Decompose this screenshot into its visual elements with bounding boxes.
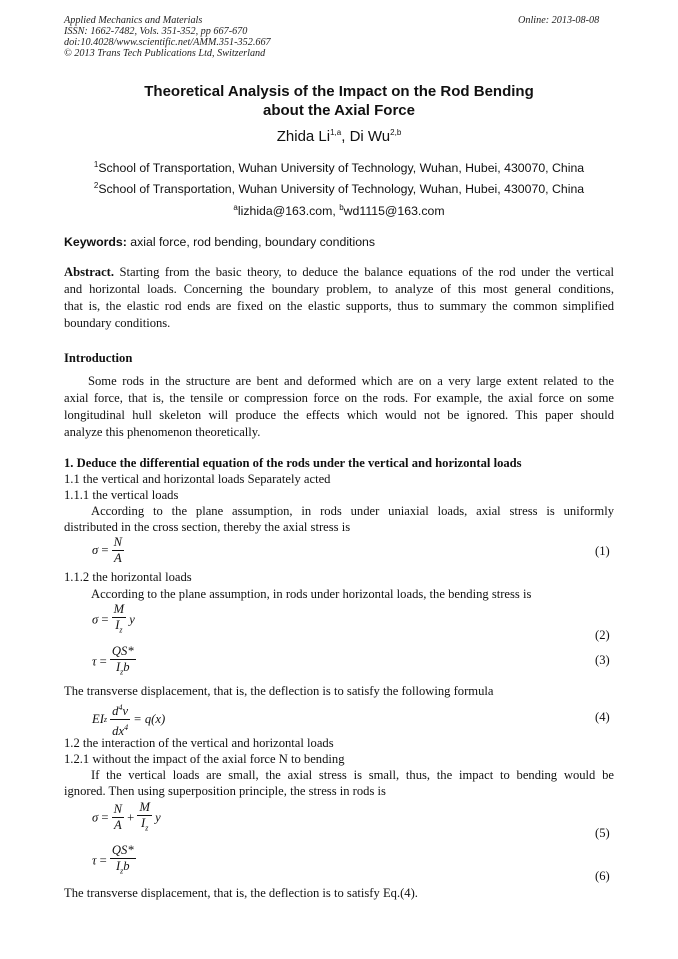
eq6-equals: = xyxy=(96,853,110,868)
eq4-power-top: 4 xyxy=(118,703,123,712)
eq2-numerator: M xyxy=(113,602,125,616)
eq2-fraction xyxy=(112,602,127,638)
eq3-z: z xyxy=(120,667,124,677)
eq4-d: d xyxy=(112,704,119,719)
eq3-numerator: QS* xyxy=(111,644,134,658)
eq3-equals: = xyxy=(96,654,110,669)
subsection-1-2-1: 1.2.1 without the impact of the axial force N to bending xyxy=(64,752,345,766)
deflection-text: The transverse displacement, that is, the deflection is to satisfy the following formula xyxy=(64,684,494,698)
horizontal-text: According to the plane assumption, in rods under horizontal loads, the bending stress is xyxy=(91,587,532,601)
eq2-z: z xyxy=(119,625,123,635)
eq4-EI: EI xyxy=(92,712,104,727)
eq3-denominator xyxy=(110,660,136,680)
eq3-tau: τ xyxy=(92,654,97,669)
eq1-equals: = xyxy=(98,543,112,557)
eq6-numerator: QS* xyxy=(111,843,134,857)
abstract-label: Abstract. xyxy=(64,265,115,279)
abstract-text-1: Starting from the basic theory, to deduce the balance equations of the rod under the vertical xyxy=(114,265,614,279)
affiliation-1-mark: 1 xyxy=(93,160,99,169)
eq3-fraction xyxy=(110,644,136,680)
abstract-line-4: boundary conditions. xyxy=(64,316,171,330)
affiliation-2-mark: 2 xyxy=(93,181,99,190)
equation-3-number: (3) xyxy=(595,653,610,667)
intro-line-4: analyze this phenomenon theoretically. xyxy=(64,425,261,439)
equation-3 xyxy=(92,644,136,680)
vertical-text-2: distributed in the cross section, thereby the axial stress is xyxy=(64,520,351,534)
eq4-v: v xyxy=(122,704,129,719)
equation-1-number: (1) xyxy=(595,544,610,558)
eq5-numerator-2: M xyxy=(139,800,150,814)
intro-line-2: axial force, that is, the tensile or compression force on the rods. For example, the axial force on some xyxy=(64,391,614,405)
eq6-denominator xyxy=(110,859,136,879)
eq2-I: I xyxy=(115,618,120,632)
eq3-b: b xyxy=(123,660,130,674)
author-2-mark: 2,b xyxy=(390,128,402,137)
equation-6 xyxy=(92,843,136,879)
eq1-denominator: A xyxy=(113,551,122,565)
eq5-plus: + xyxy=(124,810,138,825)
eq5-equals: = xyxy=(98,810,112,825)
subsection-1-1: 1.1 the vertical and horizontal loads Separately acted xyxy=(64,472,331,486)
title-line-1: Theoretical Analysis of the Impact on the Rod Bending xyxy=(144,83,534,100)
subsection-1-2: 1.2 the interaction of the vertical and horizontal loads xyxy=(64,736,334,750)
author-separator: , xyxy=(341,128,350,145)
issn-line: ISSN: 1662-7482, Vols. 351-352, pp 667-670 xyxy=(64,26,248,37)
equation-5-number: (5) xyxy=(595,826,610,840)
keywords-label: Keywords: xyxy=(64,235,127,249)
eq1-sigma: σ xyxy=(92,543,99,557)
eq6-b: b xyxy=(123,859,130,873)
authors xyxy=(0,124,678,146)
eq5-numerator-1: N xyxy=(113,802,123,817)
eq1-numerator: N xyxy=(113,535,123,549)
abstract-line-2: and horizontal loads. Concerning the boundary problem, to analyze of this most general conditions, xyxy=(64,282,614,296)
final-text: The transverse displacement, that is, the deflection is to satisfy Eq.(4). xyxy=(64,886,418,900)
journal-name: Applied Mechanics and Materials xyxy=(64,15,203,26)
section-1-heading xyxy=(64,455,522,472)
eq4-power-bottom: 4 xyxy=(124,723,129,733)
eq5-fraction-2 xyxy=(137,800,152,836)
eq6-fraction xyxy=(110,843,136,879)
keywords-text: axial force, rod bending, boundary conditions xyxy=(126,235,376,249)
subsection-1-1-2: 1.1.2 the horizontal loads xyxy=(64,570,192,584)
vertical-text-1: According to the plane assumption, in rods under uniaxial loads, axial stress is uniformly xyxy=(91,504,614,518)
eq5-z: z xyxy=(145,823,149,833)
eq2-y: y xyxy=(126,612,135,627)
author-1: Zhida Li xyxy=(276,128,331,145)
eq2-sigma: σ xyxy=(92,612,99,627)
eq5-y: y xyxy=(151,810,161,825)
equation-5 xyxy=(92,800,161,836)
eq5-denominator-1: A xyxy=(113,818,122,833)
intro-line-1: Some rods in the structure are bent and deformed which are on a very large extent related to the xyxy=(88,374,614,388)
affiliation-1 xyxy=(0,157,678,176)
eq6-tau: τ xyxy=(92,853,97,868)
equation-4-number: (4) xyxy=(595,710,610,724)
affiliation-2-text: School of Transportation, Wuhan University of Technology, Wuhan, Hubei, 430070, China xyxy=(98,182,585,197)
eq4-q: = q xyxy=(133,712,152,727)
email-b-mark: b xyxy=(339,203,344,212)
eq3-I: I xyxy=(115,660,121,674)
equation-2-number: (2) xyxy=(595,628,610,642)
copyright-line: © 2013 Trans Tech Publications Ltd, Switzerland xyxy=(64,48,266,59)
superposition-text-1: If the vertical loads are small, the axial stress is small, thus, the impact to bending would be xyxy=(91,768,614,782)
eq4-numerator xyxy=(110,700,130,720)
eq4-fraction xyxy=(110,700,130,739)
intro-heading xyxy=(64,350,132,367)
author-2: Di Wu xyxy=(349,128,391,145)
eq5-I: I xyxy=(141,816,146,830)
eq6-z: z xyxy=(120,866,124,876)
eq5-fraction-1 xyxy=(112,802,124,833)
equation-1 xyxy=(92,535,124,566)
eq2-equals: = xyxy=(98,612,112,627)
abstract-line-3: that is, the elastic rod ends are fixed on the elastic supports, thus to summary the common simplified xyxy=(64,299,614,313)
email-a-mark: a xyxy=(233,203,238,212)
eq5-denominator-2 xyxy=(137,816,152,836)
author-1-mark: 1,a xyxy=(330,128,342,137)
equation-2 xyxy=(92,602,135,638)
keywords xyxy=(64,235,375,250)
intro-line-3: longitudinal hull skeleton will produce the effects which would not be ignored. This paper should xyxy=(64,408,614,422)
eq4-z: z xyxy=(103,715,108,725)
intro-heading-text: Introduction xyxy=(64,351,133,365)
email-b: wd1115@163.com xyxy=(343,204,445,219)
equation-4 xyxy=(92,700,165,739)
abstract-line-1 xyxy=(64,264,614,281)
affiliation-2 xyxy=(0,178,678,197)
superposition-text-2: ignored. Then using superposition principle, the stress in rods is xyxy=(64,784,386,798)
affiliation-1-text: School of Transportation, Wuhan University of Technology, Wuhan, Hubei, 430070, China xyxy=(98,161,585,176)
title-line-2: about the Axial Force xyxy=(263,102,415,119)
emails xyxy=(0,200,678,219)
eq6-I: I xyxy=(115,859,121,873)
section-1-heading-text: 1. Deduce the differential equation of the rods under the vertical and horizontal loads xyxy=(64,456,522,470)
eq1-fraction xyxy=(112,535,124,566)
eq4-dx: dx xyxy=(112,724,125,739)
eq4-arg: (x) xyxy=(151,712,166,727)
equation-6-number: (6) xyxy=(595,869,610,883)
subsection-1-1-1: 1.1.1 the vertical loads xyxy=(64,488,179,502)
eq2-denominator xyxy=(112,618,127,638)
email-a: lizhida@163.com, xyxy=(237,204,340,219)
doi-line: doi:10.4028/www.scientific.net/AMM.351-352.667 xyxy=(64,37,271,48)
online-date: Online: 2013-08-08 xyxy=(518,15,600,26)
eq5-sigma: σ xyxy=(92,810,99,825)
